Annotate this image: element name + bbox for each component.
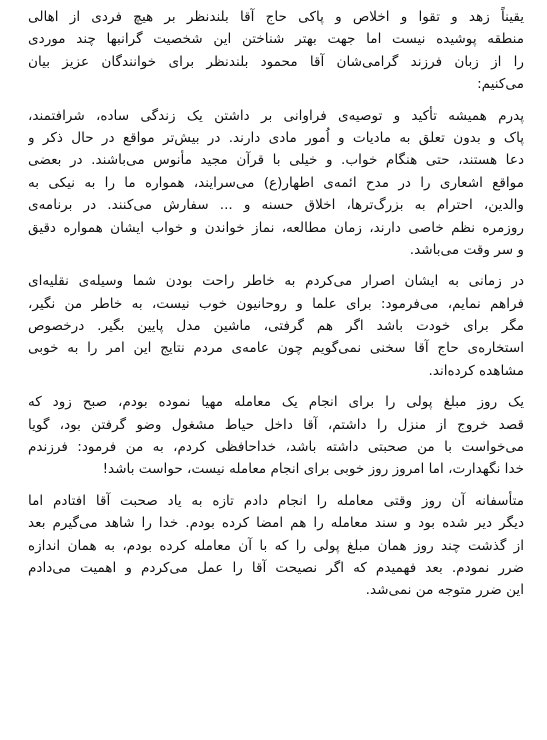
- text-line: فراهم نمایم، می‌فرمود: برای علما و روحانیون خوب نیست، به خاطر من نگیر،: [28, 295, 524, 312]
- text-line: یک روز مبلغ پولی را برای انجام یک معامله مهیا نموده بودم، صبح زود که: [28, 394, 524, 411]
- text-line: می‌خواست با من صحبتی داشته باشد، خداحافظی کردم، به من فرمود: فرزندم: [28, 439, 524, 456]
- paragraph-gap: [28, 261, 524, 270]
- text-line: والدین، احترام به بزرگ‌ترها، اخلاق حسنه و ... سفارش می‌کنند. در برنامه‌ی: [28, 197, 524, 214]
- paragraph-gap: [28, 382, 524, 391]
- text-line: متأسفانه آن روز وقتی معامله را انجام دادم تازه به یاد صحبت آقا افتادم اما: [28, 492, 524, 509]
- text-line: پدرم همیشه تأکید و توصیه‌ی فراوانی بر داشتن یک زندگی ساده، شرافتمند،: [28, 107, 524, 124]
- text-line: دیگر دیر شده بود و سند معامله را هم امضا کرده بودم. خدا را شاهد می‌گیرم بعد: [28, 515, 524, 532]
- text-line: در زمانی به ایشان اصرار می‌کردم به خاطر راحت بودن شما وسیله‌ی نقلیه‌ای: [28, 273, 524, 290]
- text-line: ضرر نمودم. بعد فهمیدم که اگر نصیحت آقا را عمل می‌کردم و اهمیت می‌دادم: [28, 559, 524, 576]
- text-line: یقیناً زهد و تقوا و اخلاص و پاکی حاج آقا بلندنظر بر هیچ فردی از اهالی: [28, 9, 524, 25]
- text-line: خدا نگهدارت، اما امروز روز خوبی برای انجام معامله نیست، حواست باشد!: [102, 461, 524, 478]
- text-line: و سر وقت می‌باشد.: [409, 241, 524, 258]
- text-line: را از زبان فرزند گرامی‌شان آقا محمود بلندنظر برای خوانندگان عزیز بیان: [28, 53, 524, 70]
- paragraph-transaction: [28, 391, 524, 481]
- text-line: روزمره نظم خاصی دارند، زمان مطالعه، نماز خواندن و خواب ایشان همواره دقیق: [28, 219, 524, 236]
- text-line: دعا هستند، حتی هنگام خواب. و خیلی با قرآن مجید مأنوس می‌باشند. در بعضی: [28, 152, 524, 169]
- text-line: مشاهده کرده‌اند.: [428, 362, 524, 379]
- text-column: [28, 6, 524, 602]
- paragraph-vehicle: [28, 270, 524, 382]
- text-line: از گذشت چند روز همان مبلغ پولی را که با آن معامله کرده بودم، به همان اندازه: [28, 537, 524, 554]
- text-line: می‌کنیم:: [477, 76, 524, 93]
- text-line: مگر برای خودت باشد اگر هم گرفتی، ماشین مدل پایین بگیر. درخصوص: [28, 318, 524, 335]
- paragraph-gap: [28, 481, 524, 490]
- text-line: منطقه پوشیده نیست اما جهت بهتر شناختن این شخصیت گرانبها چند موردی: [28, 31, 524, 48]
- text-line: قصد خروج از منزل را داشتم، آقا داخل حیاط مشغول وضو گرفتن بود، گویا: [28, 416, 524, 433]
- text-line: مواقع اشعاری را در مدح ائمه‌ی اطهار(ع) می‌سرایند، همواره ما را به نیکی به: [28, 174, 524, 191]
- paragraph-intro: [28, 6, 524, 96]
- paragraph-gap: [28, 96, 524, 105]
- text-line: پاک و بدون تعلق به مادیات و اُمور مادی دارند. در بیش‌تر مواقع در حال ذکر و: [28, 129, 524, 146]
- paragraph-regret: [28, 490, 524, 602]
- text-line: استخاره‌ی حاج آقا سخنی نمی‌گویم چون عامه‌ی مردم نتایج این امر را به خوبی: [28, 340, 524, 357]
- text-line: این ضرر متوجه من نمی‌شد.: [365, 582, 524, 599]
- paragraph-father-advice: [28, 105, 524, 262]
